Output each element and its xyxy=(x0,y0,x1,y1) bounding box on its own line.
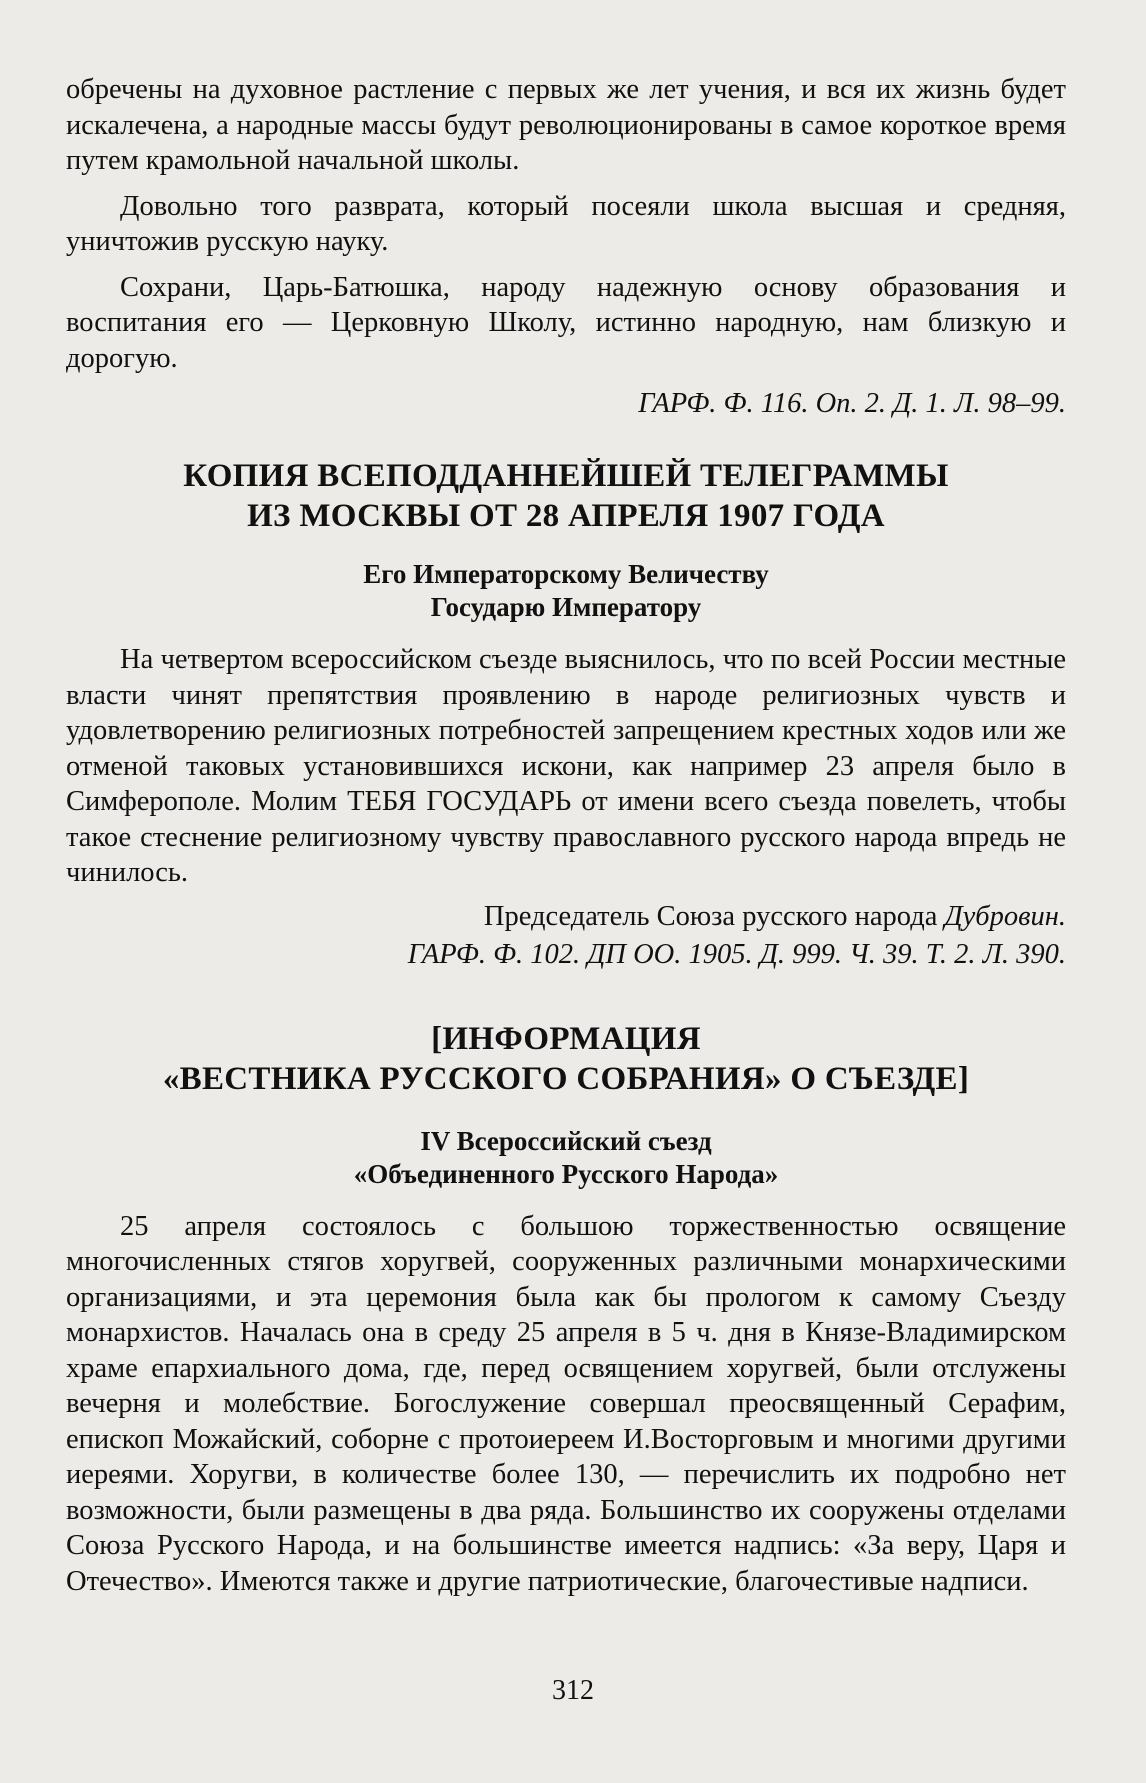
telegram-signature xyxy=(66,899,1066,935)
information-title xyxy=(66,1019,1066,1099)
paragraph-church-school: Сохрани, Царь-Батюшка, народу надежную основу образования и воспитания его — Церковную Школу, истинно народную, нам близкую и дорогую. xyxy=(66,271,1066,374)
signature-prefix: Председатель Союза русского народа xyxy=(483,900,938,932)
telegram-text: На четвертом всероссийском съезде выяснилось, что по всей России местные власти чинят препятствия проявлению в народе религиозных чувств и удовлетворению религиозных потребностей запрещением крестных ходов или же отменой таковых установившихся искони, как например 23 апреля было в Симферополе. Молим ТЕБЯ ГОСУДАРЬ от имени всего съезда повелеть, чтобы такое стеснение религиозному чувству православного русского народа впредь не чинилось. xyxy=(66,644,1066,888)
paragraph-corruption: Довольно того разврата, который посеяли школа высшая и средняя, уничтожив русскую науку. xyxy=(66,190,1066,257)
information-title-line-1: [ИНФОРМАЦИЯ xyxy=(431,1020,701,1057)
archive-reference-1: ГАРФ. Ф. 116. Оп. 2. Д. 1. Л. 98–99. xyxy=(638,388,1066,419)
telegram-address xyxy=(66,558,1066,624)
page-number: 312 xyxy=(552,1675,594,1706)
telegram-title-line-2: ИЗ МОСКВЫ ОТ 28 АПРЕЛЯ 1907 ГОДА xyxy=(247,498,885,534)
telegram-title xyxy=(66,456,1066,536)
information-title-line-2: «ВЕСТНИКА РУССКОГО СОБРАНИЯ» О СЪЕЗДЕ] xyxy=(162,1060,970,1097)
address-line-1: Его Императорскому Величеству xyxy=(363,559,769,589)
address-line-2: Государю Императору xyxy=(430,592,702,622)
paragraph-continuation: обречены на духовное растление с первых же лет учения, и вся их жизнь будет искалечена, а народные массы будут революционированы в самое короткое время путем крамольной начальной школы. xyxy=(66,74,1066,176)
signature-name: Дубровин. xyxy=(944,900,1066,932)
telegram-title-line-1: КОПИЯ ВСЕПОДДАННЕЙШЕЙ ТЕЛЕГРАММЫ xyxy=(183,458,949,494)
archive-reference-2: ГАРФ. Ф. 102. ДП ОО. 1905. Д. 999. Ч. 39. Т. 2. Л. 390. xyxy=(407,938,1066,970)
congress-subtitle xyxy=(66,1125,1066,1191)
congress-subtitle-line-2: «Объединенного Русского Народа» xyxy=(353,1158,779,1189)
page-content xyxy=(66,72,1066,1599)
congress-subtitle-line-1: IV Всероссийский съезд xyxy=(420,1125,712,1156)
congress-report: 25 апреля состоялось с большою торжественностью освящение многочисленных стягов хоругвей, сооруженных различными монархическими организациями, и эта церемония была как бы прологом к самому Съезду монархистов. Началась она в среду 25 апреля в 5 ч. дня в Князе-Владимирском храме епархиального дома, где, перед освящением хоругвей, были отслужены вечерня и молебствие. Богослужение совершал преосвященный Серафим, епископ Можайский, соборне с протоиереем И.Восторговым и многими другими иереями. Хоругви, в количестве более 130, — перечислить их подробно нет возможности, были размещены в два ряда. Большинство их сооружены отделами Союза Русского Народа, и на большинстве имеется надпись: «За веру, Царя и Отечество». Имеются также и другие патриотические, благочестивые надписи. xyxy=(66,1210,1066,1597)
